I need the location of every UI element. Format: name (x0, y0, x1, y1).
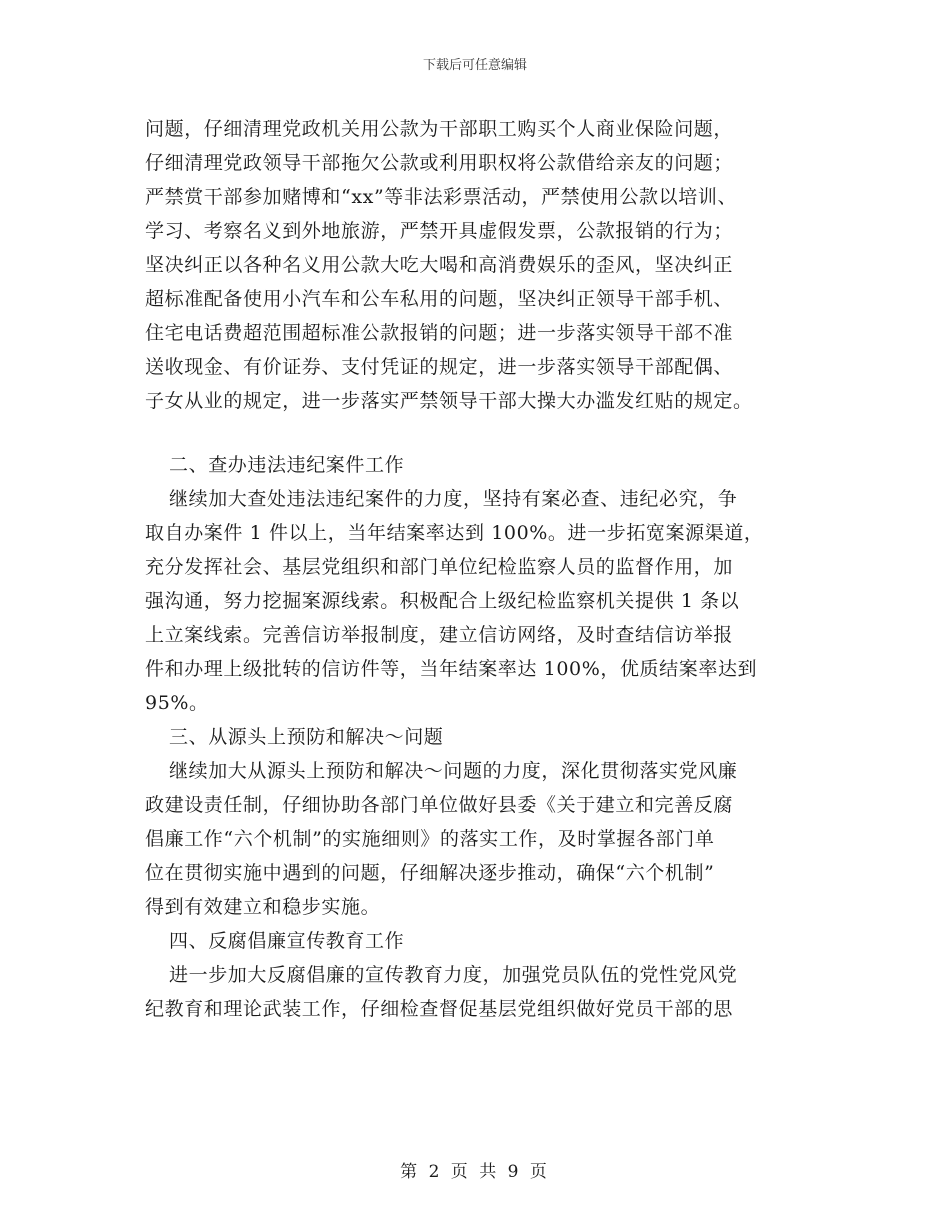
text-line: 超标准配备使用小汽车和公车私用的问题，坚决纠正领导干部手机、 (145, 288, 734, 310)
section-2 (145, 448, 815, 720)
section-heading: 二、查办违法违纪案件工作 (169, 454, 405, 476)
text-line: 取自办案件 1 件以上，当年结案率达到 100%。进一步拓宽案源渠道， (145, 522, 764, 544)
paragraph-1 (145, 112, 815, 418)
section-4 (145, 924, 815, 1026)
text-line: 住宅电话费超范围超标准公款报销的问题；进一步落实领导干部不准 (145, 322, 734, 344)
text-line: 强沟通，努力挖掘案源线索。积极配合上级纪检监察机关提供 1 条以 (145, 590, 740, 612)
text-line: 倡廉工作“六个机制”的实施细则》的落实工作，及时掌握各部门单 (145, 828, 715, 850)
text-line: 子女从业的规定，进一步落实严禁领导干部大操大办滥发红贴的规定。 (145, 390, 753, 412)
document-body (145, 112, 815, 1026)
text-line: 充分发挥社会、基层党组织和部门单位纪检监察人员的监督作用，加 (145, 556, 734, 578)
section-3 (145, 720, 815, 924)
text-line: 严禁赏干部参加赌博和“xx”等非法彩票活动，严禁使用公款以培训、 (145, 186, 738, 208)
text-line: 件和办理上级批转的信访件等，当年结案率达 100%，优质结案率达到 (145, 658, 758, 680)
text-line: 政建设责任制，仔细协助各部门单位做好县委《关于建立和完善反腐 (145, 794, 734, 816)
text-line: 继续加大查处违法违纪案件的力度，坚持有案必查、违纪必究，争 (169, 488, 738, 510)
text-line: 送收现金、有价证券、支付凭证的规定，进一步落实领导干部配偶、 (145, 356, 734, 378)
text-line: 继续加大从源头上预防和解决～问题的力度，深化贯彻落实党风廉 (169, 760, 738, 782)
text-line: 问题，仔细清理党政机关用公款为干部职工购买个人商业保险问题， (145, 118, 734, 140)
text-line: 95%。 (145, 692, 209, 714)
text-line: 学习、考察名义到外地旅游，严禁开具虚假发票，公款报销的行为； (145, 220, 734, 242)
text-line: 纪教育和理论武装工作，仔细检查督促基层党组织做好党员干部的思 (145, 998, 734, 1020)
text-line: 进一步加大反腐倡廉的宣传教育力度，加强党员队伍的党性党风党 (169, 964, 738, 986)
page-number-footer: 第 2 页 共 9 页 (400, 1162, 550, 1182)
section-heading: 三、从源头上预防和解决～问题 (169, 726, 444, 748)
paragraph-spacer (145, 418, 815, 448)
text-line: 位在贯彻实施中遇到的问题，仔细解决逐步推动，确保“六个机制” (145, 862, 715, 884)
text-line: 仔细清理党政领导干部拖欠公款或利用职权将公款借给亲友的问题； (145, 152, 734, 174)
text-line: 坚决纠正以各种名义用公款大吃大喝和高消费娱乐的歪风，坚决纠正 (145, 254, 734, 276)
text-line: 得到有效建立和稳步实施。 (145, 896, 381, 918)
page-header: 下载后可任意编辑 (422, 58, 527, 73)
text-line: 上立案线索。完善信访举报制度，建立信访网络，及时查结信访举报 (145, 624, 734, 646)
section-heading: 四、反腐倡廉宣传教育工作 (169, 930, 405, 952)
